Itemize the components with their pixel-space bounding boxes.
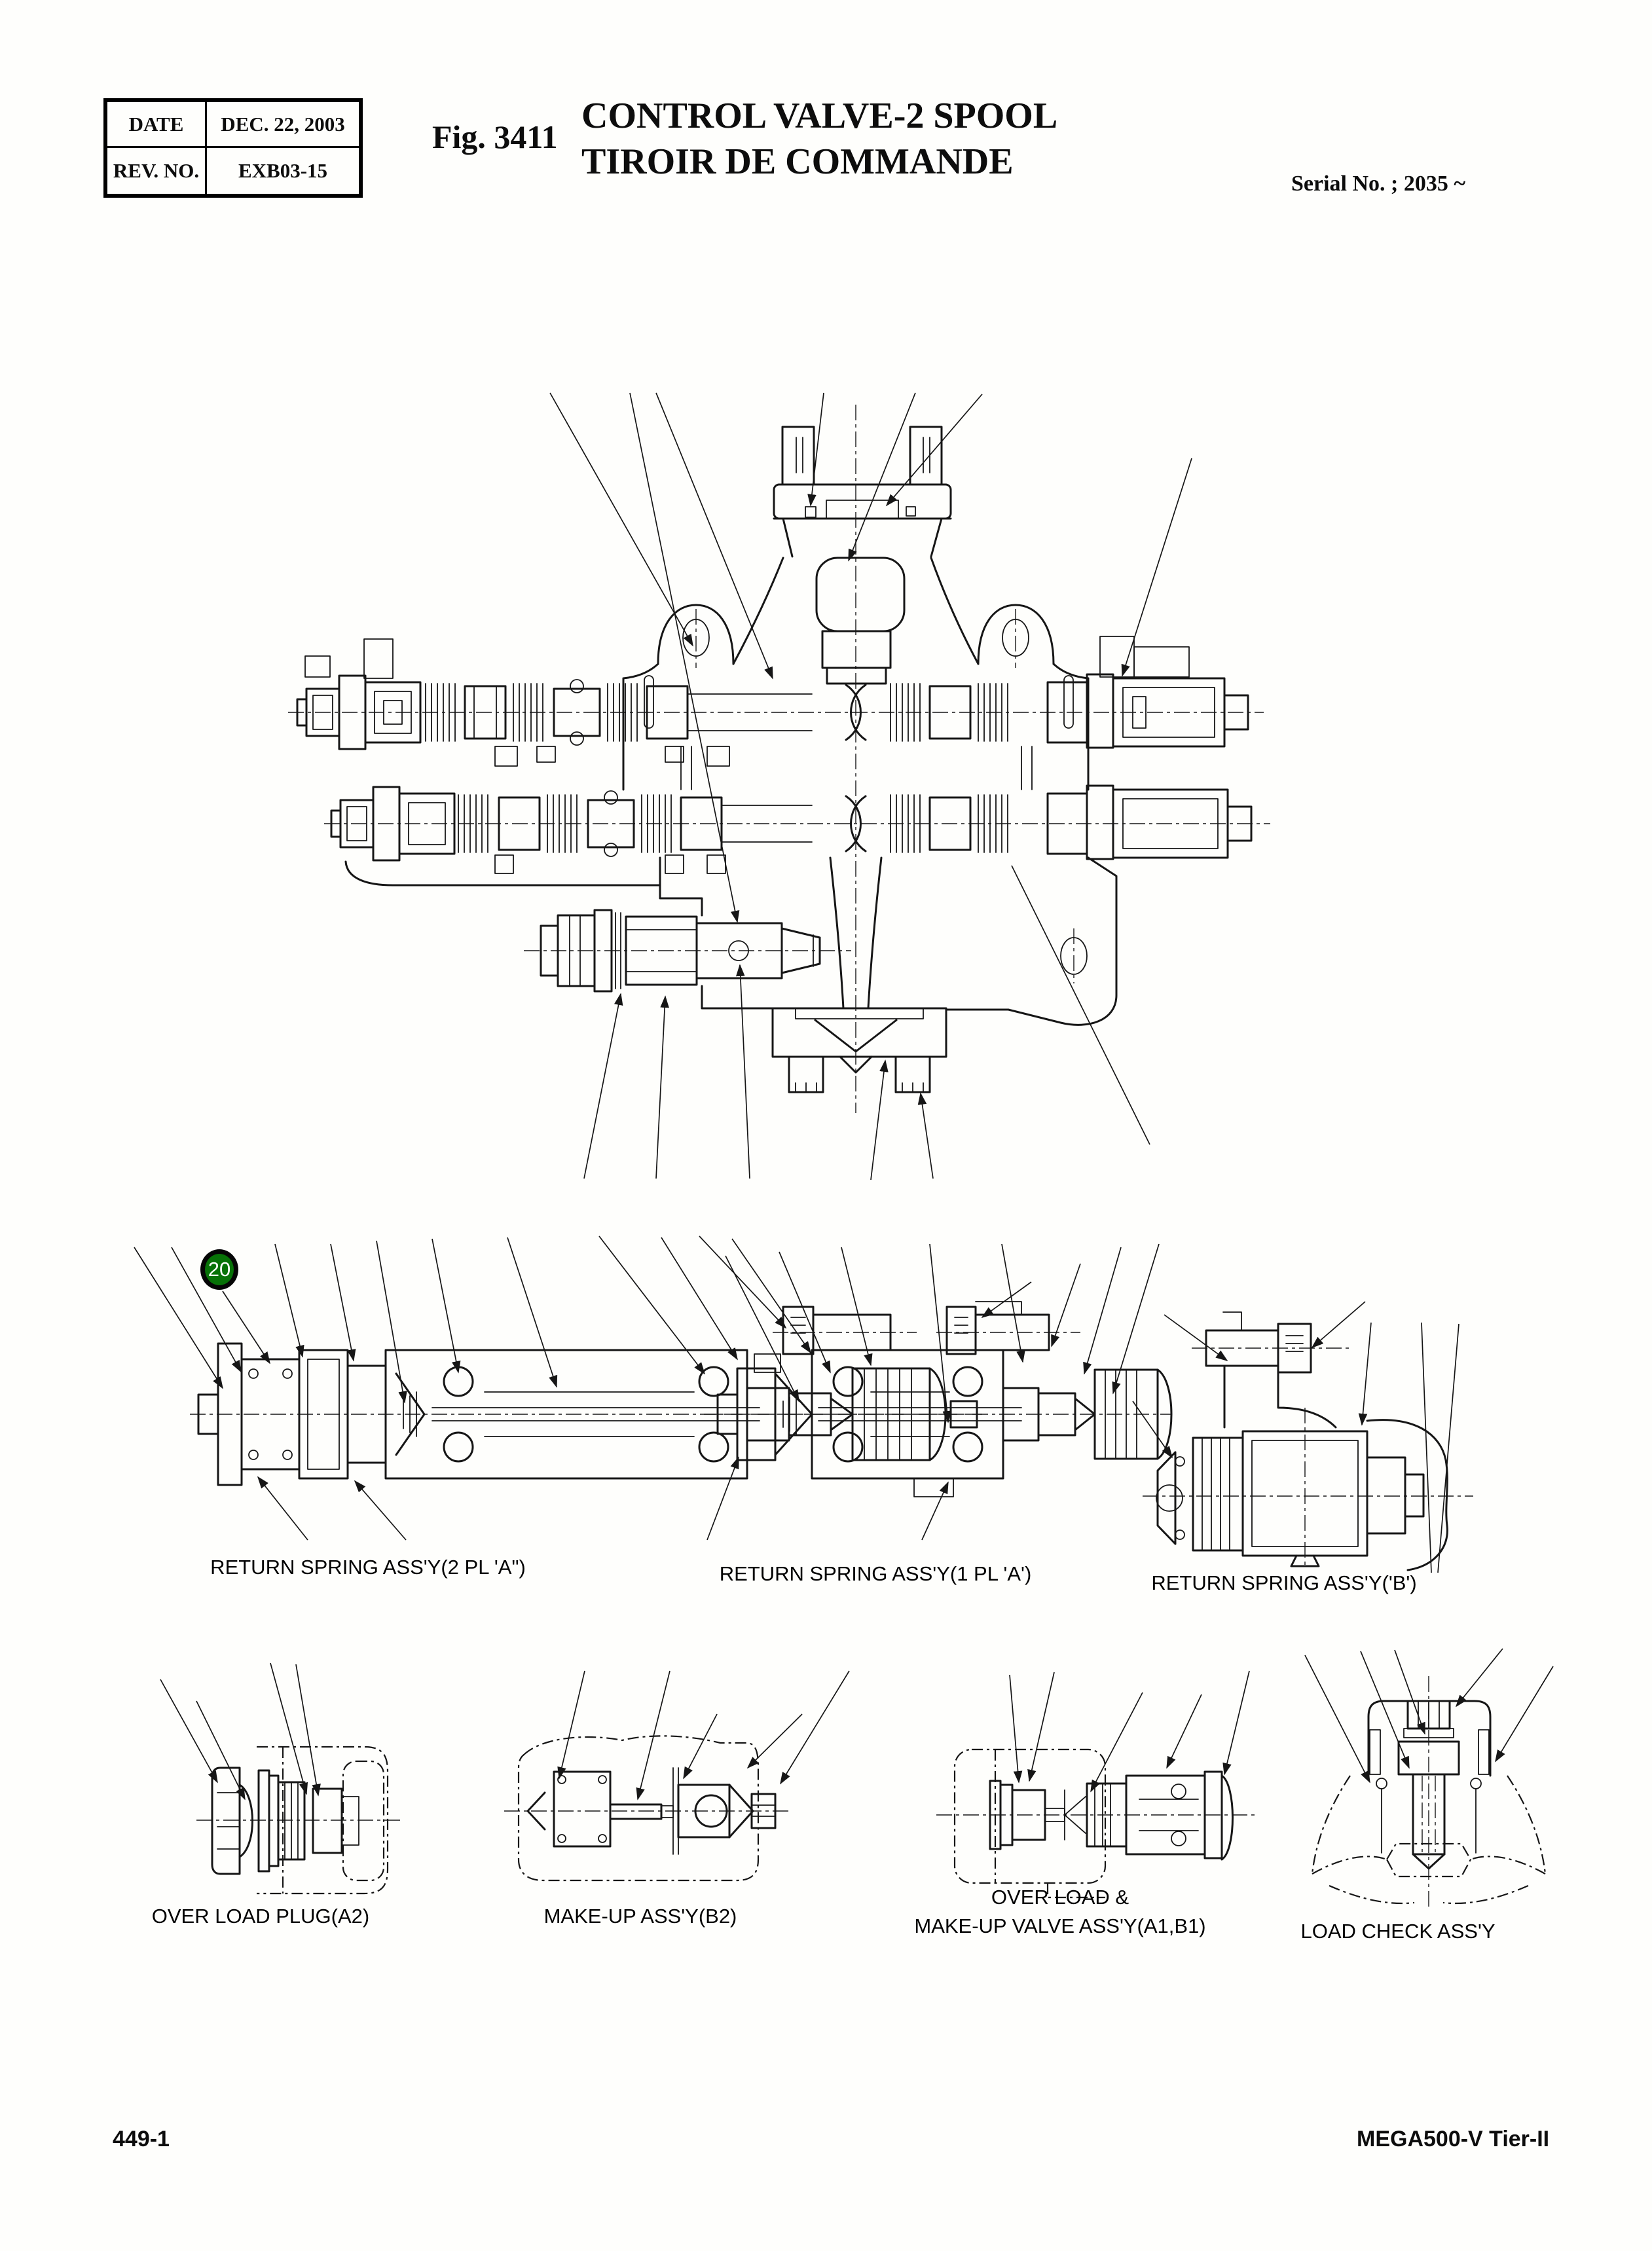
rev-no-label: REV. NO. (107, 148, 207, 194)
label-makeup-assy: MAKE-UP ASS'Y(B2) (543, 1905, 737, 1928)
return-spring-2pl-a-drawing (134, 1236, 982, 1540)
leader-lines (559, 1671, 849, 1799)
main-assembly-drawing (288, 393, 1270, 1180)
title-english: CONTROL VALVE-2 SPOOL (581, 96, 1058, 136)
leader-lines (1010, 1671, 1249, 1791)
lower-body (660, 858, 1116, 1092)
leader-lines (134, 1236, 811, 1540)
label-return-spring-1pl-a: RETURN SPRING ASS'Y(1 PL 'A') (719, 1562, 1032, 1585)
callout-badge-number: 20 (208, 1258, 231, 1281)
date-value: DEC. 22, 2003 (207, 102, 359, 148)
makeup-assy-drawing (504, 1671, 849, 1880)
leader-lines (1133, 1302, 1459, 1573)
return-spring-1pl-a-drawing (704, 1244, 1172, 1540)
rev-no-value: EXB03-15 (238, 159, 328, 182)
figure-number: Fig. 3411 (432, 119, 558, 155)
label-overload-makeup-valve (914, 1883, 1205, 1941)
label-overload-plug: OVER LOAD PLUG(A2) (151, 1905, 370, 1928)
label-return-spring-b: RETURN SPRING ASS'Y('B') (1151, 1571, 1417, 1594)
label-return-spring-2pl-a: RETURN SPRING ASS'Y(2 PL 'A") (210, 1556, 526, 1579)
serial-number-note: Serial No. ; 2035 ~ (1291, 172, 1466, 196)
footer-model-name: MEGA500-V Tier-II (1357, 2127, 1550, 2151)
top-bolts (782, 427, 942, 485)
load-check-assy-drawing (1305, 1649, 1553, 1909)
overload-makeup-valve-drawing (936, 1671, 1257, 1897)
revision-info-table (103, 98, 363, 198)
overload-plug-drawing (160, 1663, 403, 1894)
return-spring-b-drawing (1133, 1302, 1473, 1573)
footer-page-number: 449-1 (113, 2127, 170, 2151)
label-overload-makeup-line2: MAKE-UP VALVE ASS'Y(A1,B1) (914, 1914, 1206, 1937)
page-title (581, 93, 1057, 185)
date-label: DATE (107, 102, 207, 148)
label-load-check: LOAD CHECK ASS'Y (1300, 1920, 1496, 1943)
upper-spool (297, 674, 1248, 749)
callout-badge-20 (200, 1249, 238, 1290)
lower-spool (331, 786, 1251, 885)
title-french: TIROIR DE COMMANDE (581, 141, 1014, 182)
label-overload-makeup-line1: OVER LOAD & (991, 1886, 1129, 1909)
